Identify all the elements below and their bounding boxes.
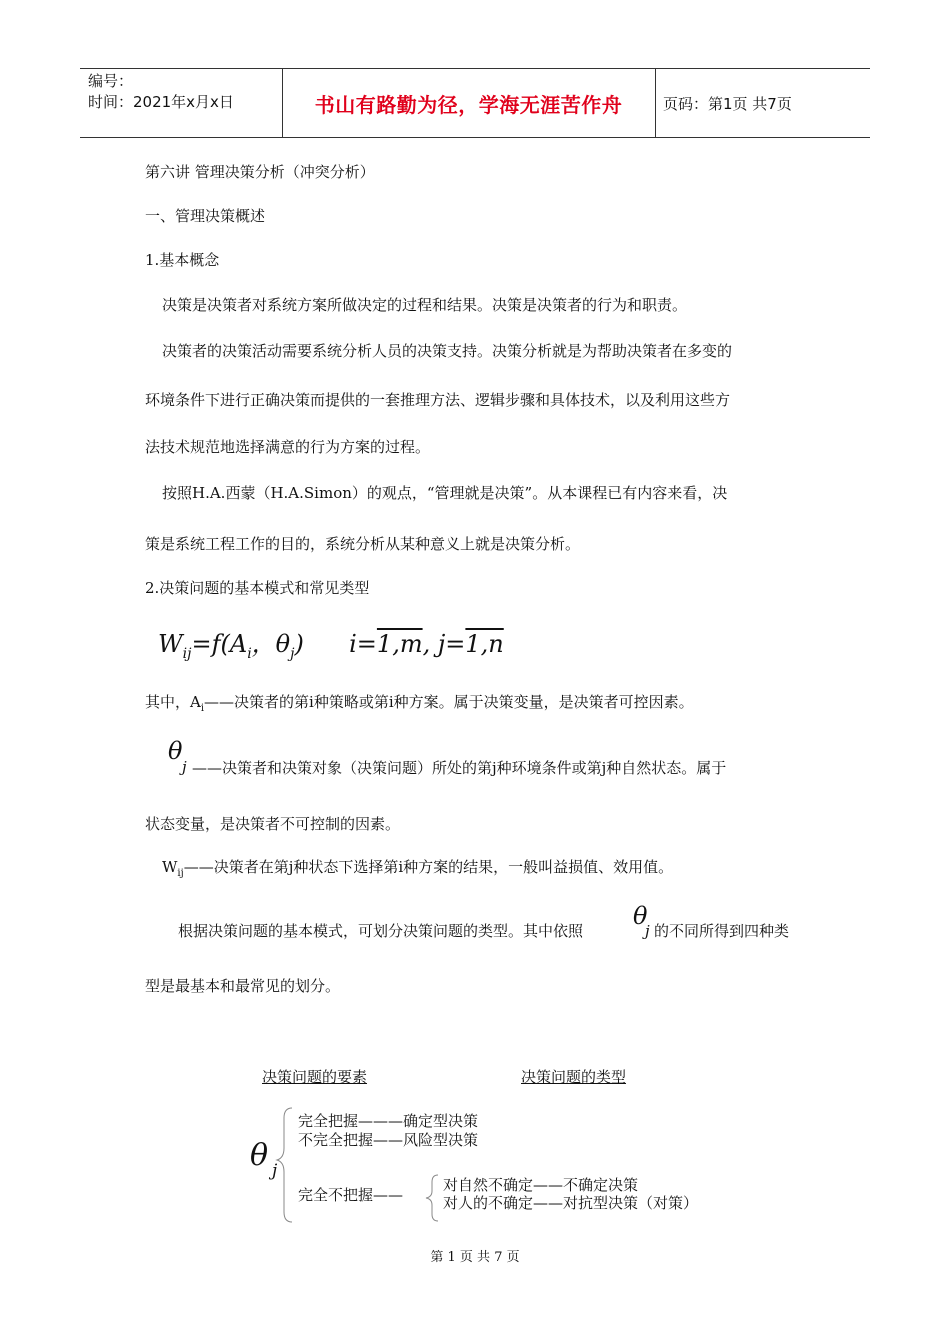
paragraph-line: 按照H.A.西蒙（H.A.Simon）的观点，“管理就是决策”。从本课程已有内容来看，决 <box>162 484 728 502</box>
section-heading: 一、管理决策概述 <box>145 207 266 225</box>
theta-symbol: θ <box>633 902 648 930</box>
right-brace <box>426 1175 438 1221</box>
left-brace <box>277 1108 292 1222</box>
lecture-title: 第六讲 管理决策分析（冲突分析） <box>145 163 375 181</box>
diagram-item-nature-uncertain: 对自然不确定——不确定决策 <box>443 1176 639 1194</box>
diagram-item-risk: 不完全把握——风险型决策 <box>298 1131 479 1149</box>
paragraph-line: 决策者的决策活动需要系统分析人员的决策支持。决策分析就是为帮助决策者在多变的 <box>162 342 733 360</box>
subsection-heading: 1.基本概念 <box>145 251 220 269</box>
diagram-item-uncertain: 完全不把握—— <box>298 1186 404 1204</box>
diagram-theta-subscript: j <box>272 1161 278 1181</box>
header-page-info: 页码：第1页 共7页 <box>663 95 792 113</box>
theta-subscript: j <box>645 922 650 940</box>
theta-subscript: j <box>182 758 187 776</box>
decision-formula: $W_{ij}=f(A_i$，$\theta_j$) i=1,m, j=1,n <box>158 630 504 662</box>
header-number-label: 编号： <box>88 72 134 90</box>
page-footer: 第 1 页 共 7 页 <box>430 1250 520 1265</box>
diagram-theta: θ <box>250 1138 269 1173</box>
theta-symbol: θ <box>168 737 183 765</box>
paragraph-line: 型是最基本和最常见的划分。 <box>145 977 341 995</box>
diagram-item-human-uncertain: 对人的不确定——对抗型决策（对策） <box>443 1194 699 1212</box>
definition-theta-cont: 状态变量，是决策者不可控制的因素。 <box>145 815 401 833</box>
definition-ai: 其中，$A_i——$决策者的第i种策略或第i种方案。属于决策变量，是决策者可控因素。 <box>145 693 694 714</box>
diagram-item-certain: 完全把握———确定型决策 <box>298 1112 479 1130</box>
definition-theta: ——决策者和决策对象（决策问题）所处的第j种环境条件或第j种自然状态。属于 <box>192 759 727 777</box>
paragraph-line: 根据决策问题的基本模式，可划分决策问题的类型。其中依照 <box>178 922 584 940</box>
paragraph-line: 策是系统工程工作的目的，系统分析从某种意义上就是决策分析。 <box>145 535 581 553</box>
subsection-heading: 2.决策问题的基本模式和常见类型 <box>145 579 370 597</box>
header-time-label: 时间：2021年x月x日 <box>88 93 234 111</box>
header-motto: 书山有路勤为径，学海无涯苦作舟 <box>314 93 623 117</box>
paragraph: 决策是决策者对系统方案所做决定的过程和结果。决策是决策者的行为和职责。 <box>162 296 688 314</box>
diagram-heading-types: 决策问题的类型 <box>521 1068 627 1086</box>
diagram-heading-elements: 决策问题的要素 <box>262 1068 368 1086</box>
paragraph-line: 法技术规范地选择满意的行为方案的过程。 <box>145 438 431 456</box>
paragraph-line: 环境条件下进行正确决策而提供的一套推理方法、逻辑步骤和具体技术，以及利用这些方 <box>145 391 731 409</box>
definition-wij: $W_{ij}——$决策者在第j种状态下选择第i种方案的结果，一般叫益损值、效用值。 <box>162 858 674 879</box>
paragraph-line: 的不同所得到四种类 <box>654 922 790 940</box>
